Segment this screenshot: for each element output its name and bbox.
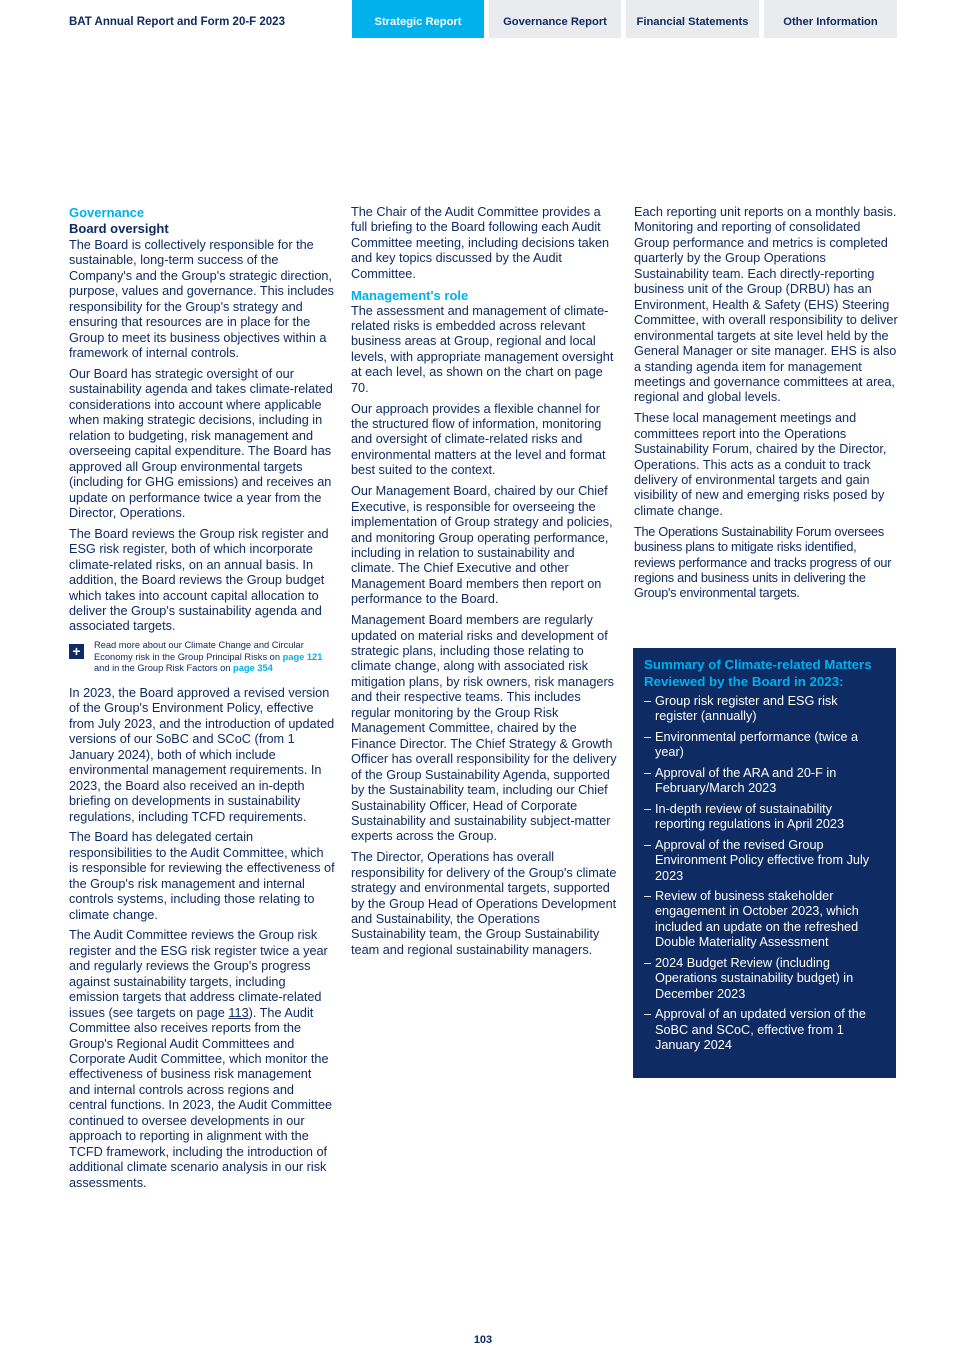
page-113-link[interactable]: 113 [228,1005,249,1020]
list-item: – Approval of the ARA and 20-F in February/March 2023 [644,766,882,797]
paragraph: In 2023, the Board approved a revised version of the Group's Environment Policy, effective from July 2023, and the introduction of updated versions of our SoBC and SCoC (from 1 January 2024), both of which include environmental management requirements. In 2023, the Board also received an in-depth briefing on developments in sustainability regulations, including TCFD requirements. [69,686,335,824]
subheading-board-oversight: Board oversight [69,221,169,236]
read-more-callout [69,640,335,675]
summary-title: Summary of Climate-related Matters Reviewed by the Board in 2023: [644,657,872,689]
paragraph: The Board reviews the Group risk register and ESG risk register, both of which incorporate climate-related risks, on an annual basis. In addition, the Board reviews the Group budget which takes into account capital allocation to deliver the Group's sustainability agenda and associated targets. [69,526,329,634]
page-number: 103 [473,1334,493,1346]
page-121-link[interactable]: page 121 [282,651,323,662]
tab-financial-statements[interactable]: Financial Statements [626,0,759,38]
paragraph-text: ). The Audit Committee also receives reports from the Group's Regional Audit Committees and Corporate Audit Committee, which monitor the effectiveness of business risk management and internal controls across regions and central functions. In 2023, the Audit Committee continued to oversee developments in our approach to reporting in alignment with the TCFD framework, including the introduction of additional climate scenario analysis in our risk assessments. [69,1005,333,1190]
tab-other-information[interactable]: Other Information [764,0,897,38]
list-item: – In-depth review of sustainability reporting regulations in April 2023 [644,802,882,833]
paragraph: Our approach provides a flexible channel for the structured flow of information, monitoring and oversight of climate-related risks and environmental matters at the level and format best suited to the context. [351,401,606,478]
paragraph: The Chair of the Audit Committee provides a full briefing to the Board following each Audit Committee meeting, including decisions taken and key topics discussed by the Audit Committee. [351,205,610,281]
paragraph: The Director, Operations has overall responsibility for delivery of the Group's climate strategy and environmental targets, supported by the Group Head of Operations Development and Sustainability, the Operations Sustainability team, the Group Sustainability team and regional sustainability managers. [351,850,617,957]
plus-icon: + [69,644,84,659]
list-item: – Environmental performance (twice a year) [644,730,882,761]
section-heading-governance: Governance [69,205,145,220]
list-item: – Approval of an updated version of the SoBC and SCoC, effective from 1 January 2024 [644,1007,882,1053]
top-navigation [0,0,966,38]
paragraph: Each reporting unit reports on a monthly basis. Monitoring and reporting of consolidated Group performance and metrics is completed quarterly by the Group Operations Sustainability team. Each directly-reporting business unit of the Group (DRBU) has an Environment, Health & Safety (EHS) Steering Committee, with overall responsibility to deliver environmental targets at site level held by the General Manager or site manager. EHS is also a standing agenda item for management meetings and governance committees at area, regional and global levels. [634,205,898,405]
paragraph: Our Board has strategic oversight of our sustainability agenda and takes climate-related considerations into account where applicable when making strategic decisions, including in relation to budgeting, risk management and overseeing capital expenditure. The Board has approved all Group environmental targets (including for GHG emissions) and receives an update on performance twice a year from the Director, Operations. [69,366,333,520]
column-2 [351,205,617,964]
document-title: BAT Annual Report and Form 20-F 2023 [69,16,285,28]
list-item: – Group risk register and ESG risk register (annually) [644,694,882,725]
column-1 [69,205,335,1196]
list-item: – Approval of the revised Group Environment Policy effective from July 2023 [644,838,882,884]
list-item: – 2024 Budget Review (including Operations sustainability budget) in December 2023 [644,956,882,1002]
paragraph: The Board is collectively responsible for the sustainable, long-term success of the Company's and the Group's strategic direction, purpose, values and governance. This includes responsibility for the Group's strategy and ensuring that resources are in place for the Group to meet its business objectives within a framework of internal controls. [69,238,334,361]
column-3 [634,205,898,607]
paragraph: Our Management Board, chaired by our Chief Executive, is responsible for overseeing the implementation of Group strategy and policies, and monitoring Group operating performance, including in relation to sustainability and climate. The Chief Executive and other Management Board members then report on performance to the Board. [351,484,613,607]
paragraph-text: The Audit Committee reviews the Group risk register and the ESG risk register twice a year and regularly reviews the Group's progress against sustainability targets, including emission targets that address climate-related issues (see targets on page [69,928,328,1020]
paragraph: These local management meetings and committees report into the Operations Sustainability Forum, chaired by the Director, Operations. This acts as a conduit to track delivery of environmental targets and gain visibility of new and emerging risks posed by climate change. [634,411,887,518]
read-more-text: Read more about our Climate Change and Circular Economy risk in the Group Principal Risks on [94,640,304,662]
read-more-text: and in the Group Risk Factors on [94,663,231,674]
paragraph: The assessment and management of climate-related risks is embedded across relevant business areas at Group, regional and local levels, with appropriate management oversight at each level, as shown on the chart on page 70. [351,303,614,395]
page-354-link[interactable]: page 354 [233,663,273,674]
tab-strategic-report[interactable]: Strategic Report [352,0,484,38]
summary-list [644,694,882,1054]
paragraph [69,928,335,1191]
list-item: – Review of business stakeholder engagement in October 2023, which included an update on the refreshed Double Materiality Assessment [644,889,882,951]
paragraph: Management Board members are regularly updated on material risks and development of strategic plans, including those relating to climate change, along with associated risk mitigation plans, by risk owners, risk managers and their respective teams. This includes regular monitoring by the Group Risk Management Committee, chaired by the Finance Director. The Chief Strategy & Growth Officer has overall responsibility for the delivery of the Group Sustainability Agenda, supported by the Sustainability team, including our Chief Sustainability Officer, Head of Corporate Sustainability and sustainability subject-matter experts across the Group. [351,613,617,844]
subheading-managements-role: Management's role [351,287,469,303]
summary-box [633,648,896,1078]
paragraph: The Board has delegated certain responsibilities to the Audit Committee, which is responsible for reviewing the effectiveness of the Group's risk management and internal controls systems, including those relating to climate change. [69,830,335,922]
tab-governance-report[interactable]: Governance Report [489,0,621,38]
paragraph: The Operations Sustainability Forum oversees business plans to mitigate risks identified, reviews performance and tracks progress of our regions and business units in delivering the Group's environmental targets. [634,524,892,601]
